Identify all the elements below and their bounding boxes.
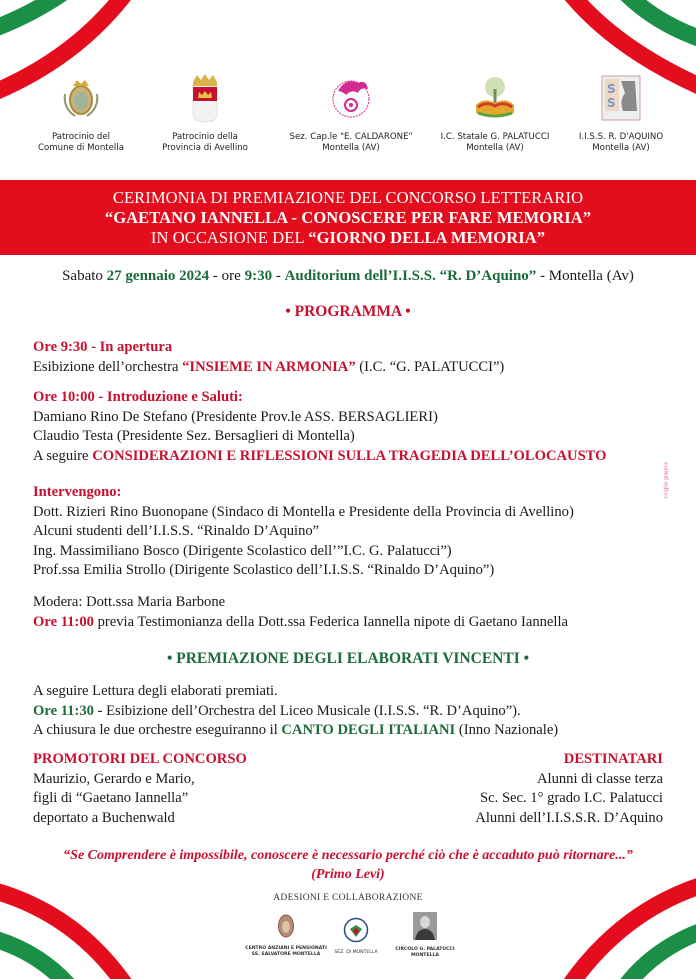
- quote-text: “Se Comprendere è impossibile, conoscere è necessario perché ciò che è accaduto può ritornare...”: [63, 848, 633, 863]
- programma-modera: [33, 593, 673, 632]
- designer-credit: ciriglio graphic: [663, 461, 670, 499]
- premiazione-title: • PREMIAZIONE DEGLI ELABORATI VINCENTI •: [166, 650, 530, 667]
- logo-caption: I.I.S.S. R. D'AQUINO Montella (AV): [578, 132, 664, 153]
- logo-caption: Sez. Cap.le "E. CALDARONE" Montella (AV): [289, 132, 413, 153]
- programma-title: • PROGRAMMA •: [285, 303, 411, 320]
- logo-caption: Patrocinio della Provincia di Avellino: [162, 132, 248, 153]
- logo-comune-montella: [16, 72, 146, 154]
- pensioners-center-crest-icon: [277, 913, 295, 939]
- logo-ic-palatucci: [430, 72, 560, 154]
- province-crest-icon: [190, 72, 220, 124]
- event-venue: Auditorium dell’I.I.S.S. “R. D’Aquino”: [284, 268, 537, 284]
- primo-levi-quote: [0, 846, 696, 884]
- school-tree-logo-icon: [472, 75, 518, 121]
- banner-line-1: CERIMONIA DI PREMIAZIONE DEL CONCORSO LETTERARIO: [112, 188, 584, 207]
- testimony-line: Ore 11:00 previa Testimonianza della Dott.ssa Federica Iannella nipote di Gaetano Iannella: [33, 613, 568, 630]
- moderator-line: Modera: Dott.ssa Maria Barbone: [33, 594, 226, 610]
- logo-caption: Patrocinio del Comune di Montella: [38, 132, 124, 153]
- programma-intervengono: [33, 483, 673, 581]
- speaker-item: Dott. Rizieri Rino Buonopane (Sindaco di Montella e Presidente della Provincia di Avellino): [33, 503, 574, 520]
- logo-caption: I.C. Statale G. PALATUCCI Montella (AV): [440, 132, 550, 153]
- destinatari-section: [363, 750, 663, 828]
- programma-saluti: [33, 388, 673, 466]
- opening-heading: Ore 9:30 - In apertura: [33, 339, 173, 355]
- destinatari-line: Sc. Sec. 1° grado I.C. Palatucci: [480, 790, 663, 806]
- premiazione-line: Ore 11:30 - Esibizione dell’Orchestra del Liceo Musicale (I.I.S.S. “R. D’Aquino”).: [33, 702, 521, 719]
- speaker-item: Alcuni studenti dell’I.I.S.S. “Rinaldo D’Aquino”: [33, 523, 320, 539]
- partner-sez-montella: SEZ. DI MONTELLA: [301, 917, 411, 956]
- premiazione-line: A seguire Lettura degli elaborati premiati.: [33, 683, 278, 699]
- event-date: 27 gennaio 2024: [106, 268, 210, 284]
- ribbon-bottom-right-green: [616, 925, 696, 979]
- logo-provincia-avellino: [140, 72, 270, 154]
- portrait-photo-icon: [413, 912, 437, 940]
- speaker-item: Ing. Massimiliano Bosco (Dirigente Scolastico dell’”I.C. G. Palatucci”): [33, 542, 452, 559]
- bersaglieri-emblem-icon: [328, 75, 374, 121]
- event-dateline: Sabato 27 gennaio 2024 - ore 9:30 - Auditorium dell’I.I.S.S. “R. D’Aquino” - Montella (Av): [62, 268, 634, 284]
- title-banner: [0, 180, 696, 255]
- premiazione-line: A chiusura le due orchestre eseguiranno il CANTO DEGLI ITALIANI (Inno Nazionale): [33, 722, 559, 738]
- svg-text:S: S: [607, 96, 616, 110]
- iiss-logo-icon: [601, 75, 641, 121]
- promotori-line: Maurizio, Gerardo e Mario,: [33, 770, 195, 787]
- intervengono-heading: Intervengono:: [33, 484, 122, 500]
- promotori-line: deportato a Buchenwald: [33, 809, 175, 826]
- destinatari-line: Alunni di classe terza: [536, 770, 663, 787]
- saluti-line: Damiano Rino De Stefano (Presidente Prov.le ASS. BERSAGLIERI): [33, 408, 438, 425]
- logo-iiss-daquino: [556, 72, 686, 154]
- logo-sez-caldarone: [286, 72, 416, 154]
- speaker-item: Prof.ssa Emilia Strollo (Dirigente Scolastico dell’I.I.S.S. “Rinaldo D’Aquino”): [33, 562, 495, 578]
- destinatari-line: Alunni dell’I.I.S.S.R. D’Aquino: [475, 809, 663, 826]
- saluti-line: Claudio Testa (Presidente Sez. Bersaglieri di Montella): [33, 428, 355, 444]
- programma-opening: [33, 338, 673, 377]
- banner-line-2: “GAETANO IANNELLA - CONOSCERE PER FARE MEMORIA”: [104, 208, 592, 227]
- ribbon-top-left-green: [0, 0, 80, 40]
- saluti-line: A seguire CONSIDERAZIONI E RIFLESSIONI SULLA TRAGEDIA DELL’OLOCAUSTO: [33, 447, 607, 464]
- event-time: 9:30: [244, 268, 273, 284]
- quote-author: (Primo Levi): [311, 867, 385, 882]
- destinatari-title: DESTINATARI: [563, 751, 663, 767]
- saluti-heading: Ore 10:00 - Introduzione e Saluti:: [33, 389, 243, 405]
- premiazione-block: [33, 682, 673, 741]
- promotori-line: figli di “Gaetano Iannella”: [33, 790, 189, 806]
- opening-text: Esibizione dell’orchestra “INSIEME IN ARMONIA” (I.C. “G. PALATUCCI”): [33, 358, 505, 375]
- patron-logos: [0, 72, 696, 162]
- promotori-section: [33, 750, 333, 828]
- promotori-title: PROMOTORI DEL CONCORSO: [33, 751, 247, 767]
- partner-centro-anziani: CENTRO ANZIANI E PENSIONATI SS. SALVATORE MONTELLA: [231, 913, 341, 958]
- municipal-crest-icon: [59, 74, 103, 122]
- section-badge-icon: [343, 917, 369, 943]
- ribbon-bottom-left-green: [0, 935, 80, 979]
- svg-text:S: S: [607, 82, 616, 96]
- adesioni-title: ADESIONI E COLLABORAZIONE: [273, 893, 423, 903]
- ribbon-top-right-green: [614, 0, 696, 45]
- banner-line-3: IN OCCASIONE DEL “GIORNO DELLA MEMORIA”: [150, 228, 546, 247]
- partner-circolo-palatucci: CIRCOLO G. PALATUCCI MONTELLA: [370, 912, 480, 959]
